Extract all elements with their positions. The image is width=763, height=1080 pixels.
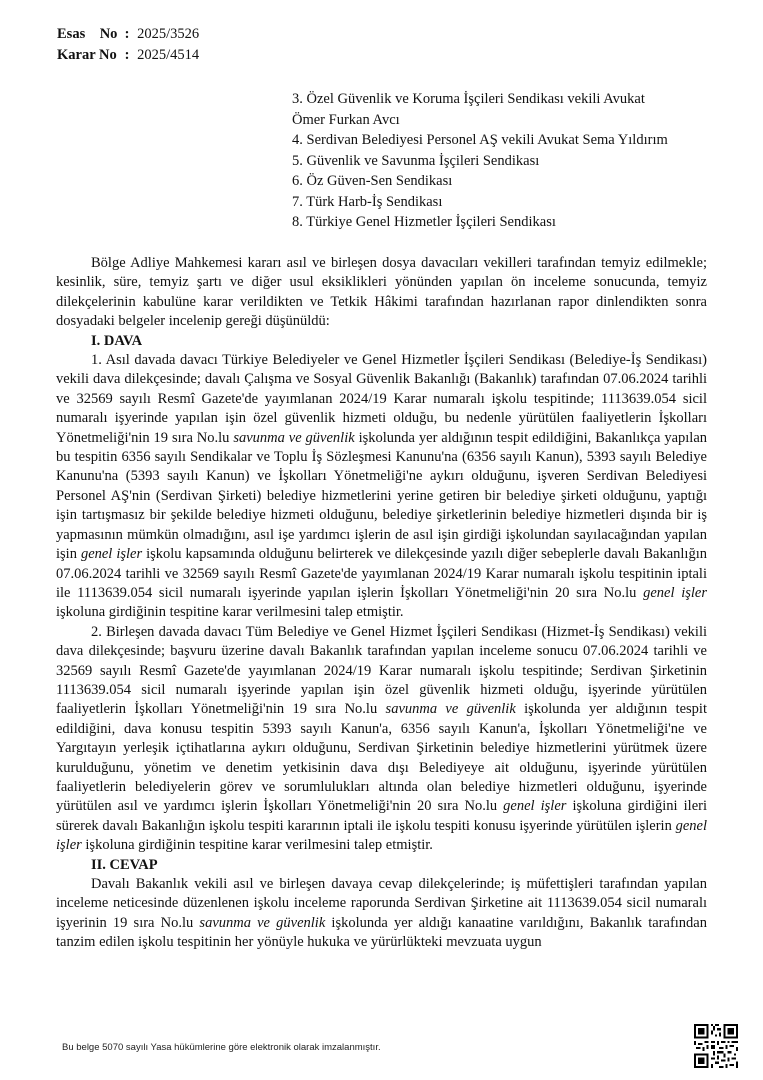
e-signature-notice: Bu belge 5070 sayılı Yasa hükümlerine göre elektronik olarak imzalanmıştır. bbox=[62, 1042, 381, 1053]
karar-number: 2025/4514 bbox=[137, 47, 200, 63]
section-heading-dava: I. DAVA bbox=[91, 332, 143, 349]
karar-row bbox=[57, 45, 199, 66]
party-line: 3. Özel Güvenlik ve Koruma İşçileri Sendikası vekili Avukat bbox=[292, 91, 645, 107]
esas-number: 2025/3526 bbox=[137, 26, 200, 42]
cevap-paragraph-1: Davalı Bakanlık vekili asıl ve birleşen davaya cevap dilekçelerinde; iş müfettişleri tarafından yapılan inceleme neticesinde düzenlenen işkolu inceleme raporunda Serdivan Şirketine ait 1113639.054 sicil numaralı işyerinin 19 sıra No.lu savunma ve güvenlik işkolunda yer aldığı kanaatine varıldığını, Bakanlık tarafından tanzim edilen işkolu tespitinin her yönüyle hukuka ve yürürlükteki mevzuata uygun bbox=[56, 876, 707, 951]
case-header bbox=[57, 24, 199, 66]
qr-code-icon bbox=[694, 1024, 738, 1068]
esas-row bbox=[57, 24, 199, 45]
karar-separator: : bbox=[124, 47, 130, 63]
party-line: 5. Güvenlik ve Savunma İşçileri Sendikası bbox=[292, 152, 540, 169]
decision-body bbox=[56, 254, 707, 953]
esas-separator: : bbox=[124, 26, 130, 42]
esas-label: Esas No bbox=[57, 26, 118, 42]
parties-list bbox=[292, 89, 668, 233]
dava-paragraph-1: 1. Asıl davada davacı Türkiye Belediyeler ve Genel Hizmetler İşçileri Sendikası (Belediye-İş Sendikası) vekili dava dilekçesinde; davalı Çalışma ve Sosyal Güvenlik Bakanlığı (Bakanlık) tarafından 07.06.2024 tarihli ve 32569 sayılı Resmî Gazete'de yayımlanan 2024/19 Karar numaralı işkolu tespitinde; 1113639.054 sicil numaralı işyerinde yapılan işin özel güvenlik hizmeti olduğu, bu nedenle yürütülen faaliyetlerin İşkolları Yönetmeliği'nin 19 sıra No.lu savunma ve güvenlik işkolunda yer aldığının tespit edildiğini, Bakanlıkça yapılan bu tespitin 6356 sayılı Sendikalar ve Toplu İş Sözleşmesi Kanunu'na (6356 sayılı Kanun), 5393 sayılı Belediye Kanunu'na (5393 sayılı Kanun) ve İşkolları Yönetmeliği'ne aykırı olduğunu, işveren Serdivan Belediyesi Personel AŞ'nin (Serdivan Şirketi) belediye hizmetlerini yerine getiren bir belediye şirketi olduğunu, yaptığı işin tartışmasız bir şekilde belediye hizmeti olduğunu, belediye şirketlerinin belediye hizmetleri dışında bir iş yapmasının mümkün olmadığını, asıl işe yardımcı işlerin de asıl işin girdiği işkolundan sayılacağından yapılan işin genel işler işkolu kapsamında olduğunu belirterek ve dilekçesinde yazılı diğer sebeplerle davalı Bakanlığın 07.06.2024 tarihli ve 32569 sayılı Resmî Gazete'de yayımlanan 2024/19 Karar numaralı işkolu tespitinin iptali ile 1113639.054 sicil numaralı işyerinde yapılan işlerin İşkolları Yönetmeliği'nin 20 sıra No.lu genel işler işkoluna girdiğinin tespitine karar verilmesini talep etmiştir. bbox=[56, 352, 707, 621]
party-line: 4. Serdivan Belediyesi Personel AŞ vekili Avukat Sema Yıldırım bbox=[292, 132, 668, 148]
section-heading-cevap: II. CEVAP bbox=[91, 856, 158, 873]
party-line: Ömer Furkan Avcı bbox=[292, 111, 400, 128]
dava-paragraph-2: 2. Birleşen davada davacı Tüm Belediye ve Genel Hizmet İşçileri Sendikası (Hizmet-İş Sendikası) vekili dava dilekçesinde; başvuru üzerine davalı Bakanlık tarafından yapılan inceleme sonucu 07.06.2024 tarihli ve 32569 sayılı Resmî Gazete'de yayımlanan 2024/19 Karar numaralı işkolu tespitinde; Serdivan Şirketinin 1113639.054 sicil numaralı işyerinde yapılan işin özel güvenlik hizmeti olduğu, işyerinde yürütülen faaliyetlerin İşkolları Yönetmeliği'nin 19 sıra No.lu savunma ve güvenlik işkolunda yer aldığının tespit edildiğini, dava konusu tespitin 5393 sayılı Kanun'a, 6356 sayılı Kanun'a, İşkolları Yönetmeliği'ne ve Yargıtayın yerleşik içtihatlarına aykırı olduğunu, Serdivan Şirketinin belediye hizmetlerini yürütmek üzere kurulduğunu, yönetim ve denetim yetkisinin dava dışı Belediyeye ait olduğunu, işyerinde yürütülen faaliyetlerin belediyelerin görev ve sorumlulukları altında olan belediye hizmetleri olduğunu, işyerinde yürütülen asıl ve yardımcı işlerin İşkolları Yönetmeliği'nin 20 sıra No.lu genel işler işkoluna girdiğini ileri sürerek davalı Bakanlığın işkolu tespiti kararının iptali ile işkolu tespiti konusu işyerinde yürütülen işlerin genel işler işkoluna girdiğinin tespitine karar verilmesini talep etmiştir. bbox=[56, 623, 707, 854]
party-line: 7. Türk Harb-İş Sendikası bbox=[292, 193, 443, 210]
party-line: 8. Türkiye Genel Hizmetler İşçileri Sendikası bbox=[292, 214, 556, 230]
party-line: 6. Öz Güven-Sen Sendikası bbox=[292, 173, 453, 189]
karar-label: Karar No bbox=[57, 47, 117, 63]
intro-paragraph: Bölge Adliye Mahkemesi kararı asıl ve birleşen dosya davacıları vekilleri tarafından temyiz edilmekle; kesinlik, süre, temyiz şartı ve diğer usul eksiklikleri yönünden yapılan ön inceleme sonucunda, temyiz dilekçelerinin kabulüne karar verildikten ve Tetkik Hâkimi tarafından hazırlanan rapor dinlendikten sonra dosyadaki belgeler incelenip gereği düşünüldü: bbox=[56, 255, 707, 330]
